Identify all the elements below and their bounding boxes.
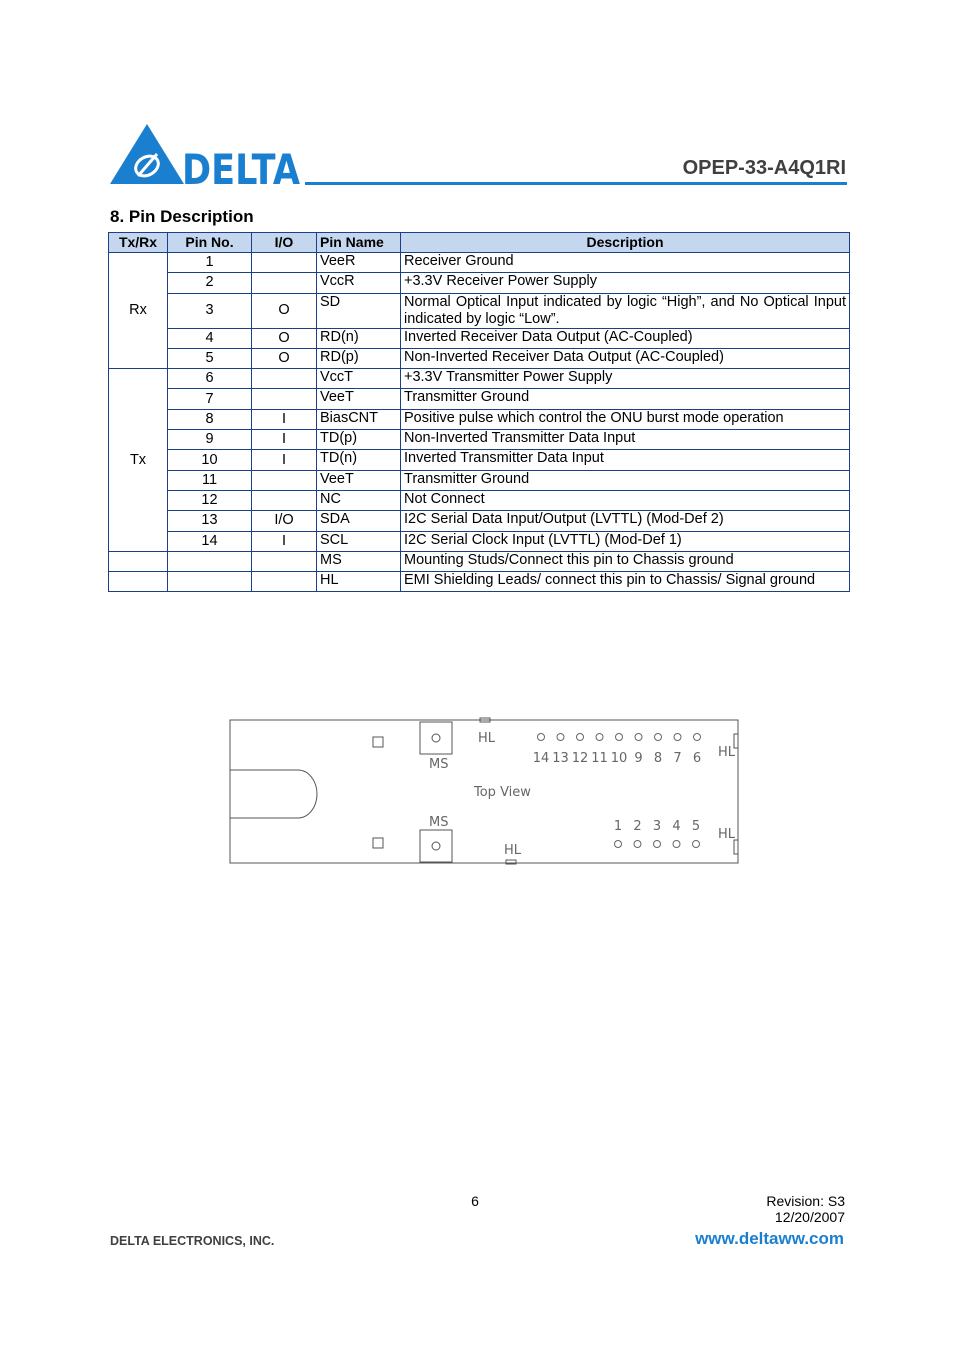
pin-desc: Positive pulse which control the ONU burst mode operation (401, 409, 850, 429)
bottom-pin-row (614, 819, 700, 848)
top-pin-row (533, 734, 701, 767)
pin-3-circle (654, 841, 661, 848)
pin-12-circle (577, 734, 584, 741)
pin-no: 1 (168, 253, 252, 273)
hl-label-bottom: HL (504, 843, 522, 858)
pin-no: 5 (168, 348, 252, 368)
pin-name: MS (317, 551, 401, 571)
pin-io: I/O (252, 511, 317, 531)
pin-1-label: 1 (613, 819, 623, 834)
pin-desc: Transmitter Ground (401, 389, 850, 409)
pin-no: 14 (168, 531, 252, 551)
pin-desc: Transmitter Ground (401, 470, 850, 490)
pin-name: SCL (317, 531, 401, 551)
pin-io (252, 369, 317, 389)
pin-io: I (252, 531, 317, 551)
pin-name: SDA (317, 511, 401, 531)
pin-14-label: 14 (532, 751, 550, 766)
pin-name: RD(p) (317, 348, 401, 368)
table-row (109, 572, 850, 592)
pin-name: TD(n) (317, 450, 401, 470)
pin-desc: Not Connect (401, 490, 850, 510)
col-pin-header: Pin No. (168, 233, 252, 253)
pin-9-label: 9 (634, 751, 643, 766)
top-view-label: Top View (474, 785, 531, 800)
pin-no: 9 (168, 430, 252, 450)
model-number: OPEP-33-A4Q1RI (682, 157, 846, 179)
col-io-header: I/O (252, 233, 317, 253)
table-row (109, 531, 850, 551)
table-row (109, 293, 850, 328)
pin-8-label: 8 (653, 751, 663, 766)
pin-name: VccR (317, 273, 401, 293)
pin-no: 2 (168, 273, 252, 293)
delta-logo (110, 124, 302, 194)
pin-8-circle (655, 734, 662, 741)
hl-lead-right-bottom (734, 840, 738, 854)
top-view-diagram (228, 718, 740, 866)
pin-11-label: 11 (591, 751, 608, 766)
group-rx: Rx (109, 253, 168, 369)
pin-desc: I2C Serial Clock Input (LVTTL) (Mod-Def 1) (401, 531, 850, 551)
table-row (109, 253, 850, 273)
pin-7-circle (674, 734, 681, 741)
table-row (109, 273, 850, 293)
pin-desc: Inverted Transmitter Data Input (401, 450, 850, 470)
col-txrx-header: Tx/Rx (109, 233, 168, 253)
table-row (109, 369, 850, 389)
page-number: 6 (471, 1193, 479, 1209)
pin-io (252, 551, 317, 571)
pin-no: 3 (168, 293, 252, 328)
pin-desc: Inverted Receiver Data Output (AC-Coupled) (401, 328, 850, 348)
pin-io (252, 572, 317, 592)
table-row (109, 389, 850, 409)
pin-7-label: 7 (673, 751, 682, 766)
pin-no: 8 (168, 409, 252, 429)
pin-13-circle (557, 734, 564, 741)
pin-name: VccT (317, 369, 401, 389)
pin-name: BiasCNT (317, 409, 401, 429)
pin-no: 6 (168, 369, 252, 389)
pin-io (252, 389, 317, 409)
pin-description-table (108, 232, 850, 592)
revision-block (700, 1193, 845, 1225)
col-desc-header: Description (401, 233, 850, 253)
table-row (109, 490, 850, 510)
pin-io: I (252, 430, 317, 450)
pin-no: 10 (168, 450, 252, 470)
pin-desc: Non-Inverted Receiver Data Output (AC-Coupled) (401, 348, 850, 368)
pin-io (252, 490, 317, 510)
pin-name: TD(p) (317, 430, 401, 450)
table-row (109, 450, 850, 470)
pin-desc: Mounting Studs/Connect this pin to Chassis ground (401, 551, 850, 571)
pin-desc: I2C Serial Data Input/Output (LVTTL) (Mod-Def 2) (401, 511, 850, 531)
pin-no (168, 572, 252, 592)
pin-14-circle (538, 734, 545, 741)
pin-io: I (252, 409, 317, 429)
pin-name: RD(n) (317, 328, 401, 348)
pin-3-label: 3 (652, 819, 662, 834)
hl-label-right-bottom: HL (718, 827, 736, 842)
hl-label-right-top: HL (718, 745, 736, 760)
ms-stud-top (420, 722, 452, 754)
table-row (109, 430, 850, 450)
group-tx: Tx (109, 369, 168, 552)
section-title: 8. Pin Description (110, 207, 254, 226)
pin-name: VeeT (317, 389, 401, 409)
pin-desc: Normal Optical Input indicated by logic “High”, and No Optical Input indicated by logic “Low”. (401, 293, 850, 328)
revision-date: 12/20/2007 (774, 1209, 845, 1225)
pin-2-label: 2 (633, 819, 642, 834)
col-name-header: Pin Name (317, 233, 401, 253)
company-name: DELTA ELECTRONICS, INC. (110, 1234, 275, 1248)
pin-no (168, 551, 252, 571)
website-link[interactable]: www.deltaww.com (695, 1229, 844, 1248)
pin-name: VeeR (317, 253, 401, 273)
pin-13-label: 13 (552, 751, 569, 766)
table-row (109, 470, 850, 490)
pin-11-circle (596, 734, 603, 741)
pin-name: VeeT (317, 470, 401, 490)
pin-no: 13 (168, 511, 252, 531)
square-marker-bottom (373, 838, 383, 848)
header-rule (305, 182, 847, 185)
pin-desc: Receiver Ground (401, 253, 850, 273)
pin-io: I (252, 450, 317, 470)
pin-name: HL (317, 572, 401, 592)
pin-desc: +3.3V Transmitter Power Supply (401, 369, 850, 389)
pin-desc: Non-Inverted Transmitter Data Input (401, 430, 850, 450)
table-row (109, 409, 850, 429)
pin-io: O (252, 293, 317, 328)
group-empty (109, 572, 168, 592)
pin-10-label: 10 (610, 751, 628, 766)
square-marker-top (373, 737, 383, 747)
pin-io (252, 253, 317, 273)
pin-no: 12 (168, 490, 252, 510)
pin-desc: EMI Shielding Leads/ connect this pin to Chassis/ Signal ground (401, 572, 850, 592)
pin-io: O (252, 348, 317, 368)
pin-io (252, 273, 317, 293)
pin-5-circle (693, 841, 700, 848)
ms-label-top: MS (429, 757, 449, 772)
pin-io: O (252, 328, 317, 348)
pin-1-circle (615, 841, 622, 848)
pin-name: NC (317, 490, 401, 510)
pin-6-circle (694, 734, 701, 741)
pin-10-circle (616, 734, 623, 741)
pin-12-label: 12 (571, 751, 589, 766)
revision-text: Revision: S3 (766, 1193, 845, 1209)
table-row (109, 328, 850, 348)
pin-9-circle (635, 734, 642, 741)
pin-4-label: 4 (672, 819, 681, 834)
pin-no: 11 (168, 470, 252, 490)
hl-label-top: HL (478, 731, 496, 746)
group-empty (109, 551, 168, 571)
table-header-row (109, 233, 850, 253)
pin-no: 7 (168, 389, 252, 409)
pin-2-circle (634, 841, 641, 848)
pin-4-circle (673, 841, 680, 848)
ms-label-bottom: MS (429, 815, 449, 830)
logo-wordmark: DELTA (182, 145, 301, 194)
pin-no: 4 (168, 328, 252, 348)
pin-desc: +3.3V Receiver Power Supply (401, 273, 850, 293)
pin-name: SD (317, 293, 401, 328)
table-row (109, 348, 850, 368)
table-row (109, 551, 850, 571)
ms-stud-bottom (420, 830, 452, 862)
pin-5-label: 5 (691, 819, 701, 834)
pin-io (252, 470, 317, 490)
table-row (109, 511, 850, 531)
pin-6-label: 6 (692, 751, 702, 766)
